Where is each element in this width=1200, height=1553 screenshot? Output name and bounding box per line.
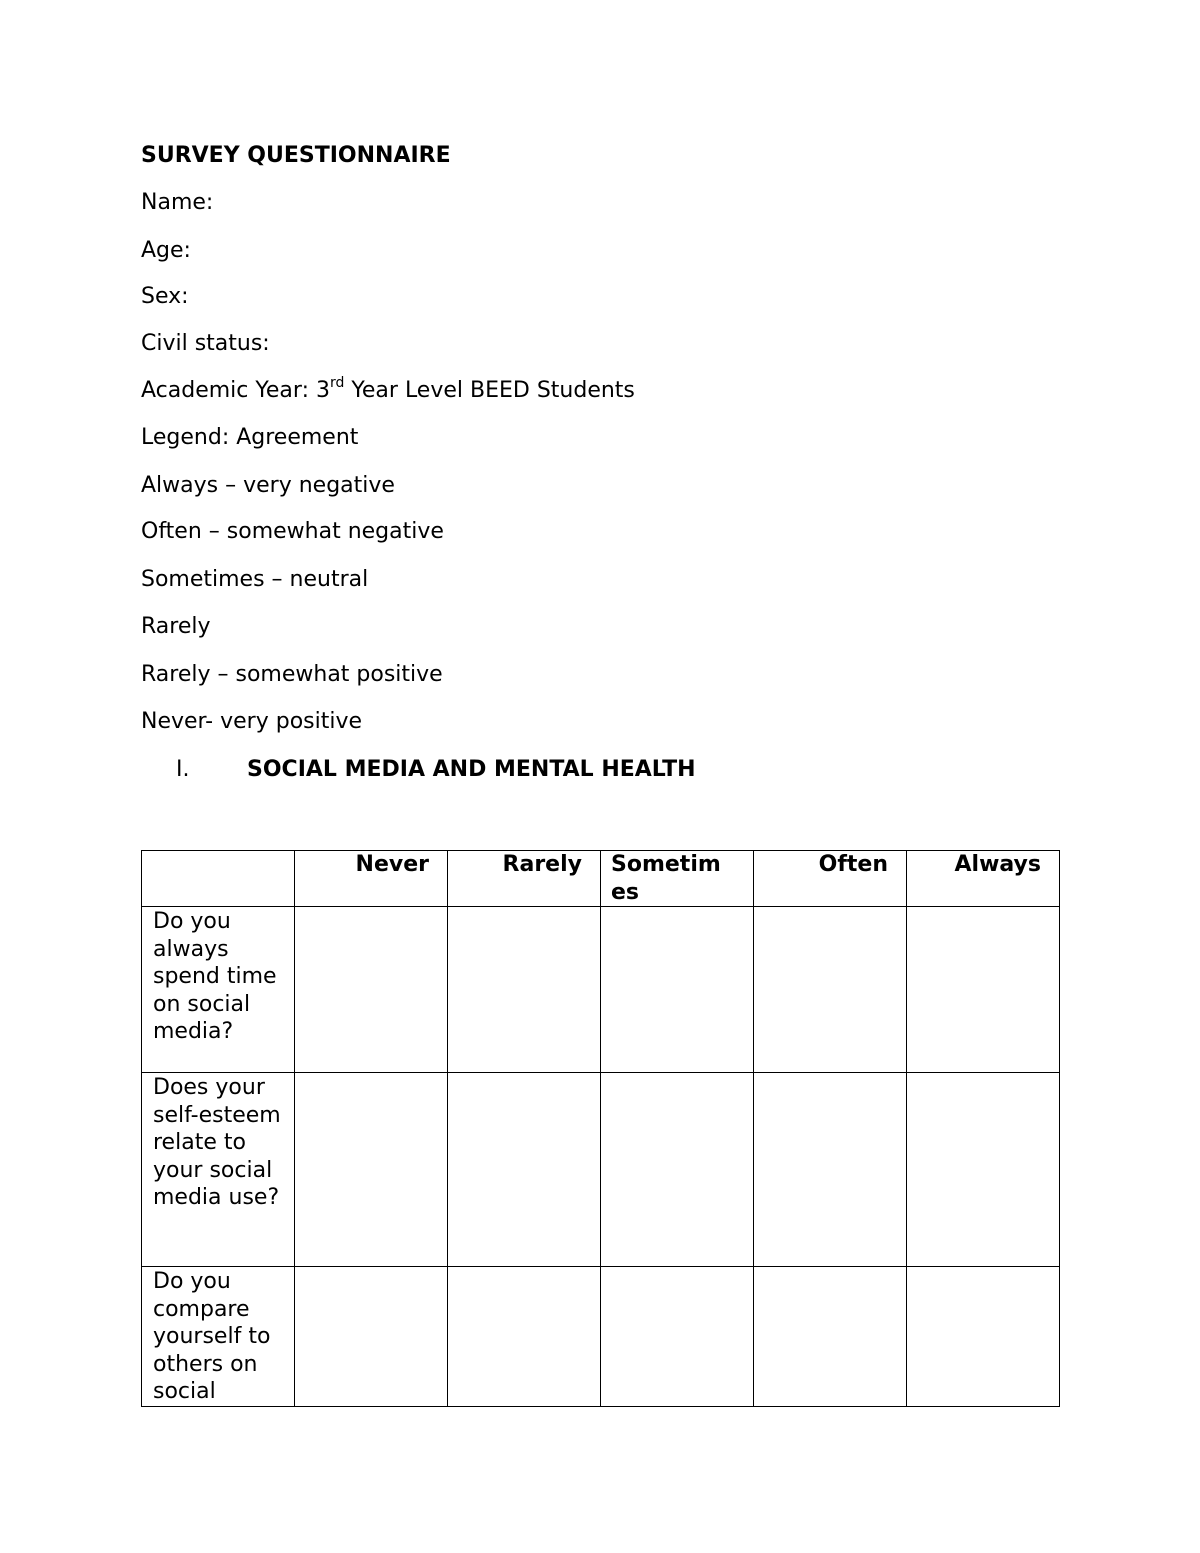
legend-heading: Legend: Agreement [141, 425, 359, 450]
answer-cell-often[interactable] [754, 1267, 907, 1407]
academic-year-prefix: Academic Year: 3 [141, 378, 330, 403]
legend-item: Often – somewhat negative [141, 519, 444, 544]
table-row [142, 907, 1060, 1073]
answer-cell-often[interactable] [754, 1073, 907, 1267]
legend-item: Always – very negative [141, 473, 395, 498]
table-header-never: Never [295, 851, 448, 907]
answer-cell-never[interactable] [295, 1073, 448, 1267]
answer-cell-rarely[interactable] [448, 907, 601, 1073]
answer-cell-sometimes[interactable] [601, 1073, 754, 1267]
document-title: SURVEY QUESTIONNAIRE [141, 143, 451, 168]
answer-cell-always[interactable] [907, 907, 1060, 1073]
academic-year-line [141, 374, 635, 405]
section-title: SOCIAL MEDIA AND MENTAL HEALTH [247, 757, 696, 782]
answer-cell-never[interactable] [295, 1267, 448, 1407]
sex-field-label: Sex: [141, 284, 189, 309]
question-cell: Do you compare yourself to others on social [142, 1267, 295, 1407]
table-header-sometimes: Sometimes [601, 851, 754, 907]
table-row [142, 1073, 1060, 1267]
question-cell: Does your self-esteem relate to your social media use? [142, 1073, 295, 1267]
question-cell: Do you always spend time on social media? [142, 907, 295, 1073]
legend-item: Sometimes – neutral [141, 567, 369, 592]
table-header-blank [142, 851, 295, 907]
academic-year-suffix: Year Level BEED Students [344, 378, 635, 403]
table-header-always: Always [907, 851, 1060, 907]
legend-item: Rarely [141, 614, 211, 639]
answer-cell-sometimes[interactable] [601, 907, 754, 1073]
name-field-label: Name: [141, 190, 214, 215]
answer-cell-sometimes[interactable] [601, 1267, 754, 1407]
legend-item: Rarely – somewhat positive [141, 662, 443, 687]
answer-cell-always[interactable] [907, 1073, 1060, 1267]
answer-cell-rarely[interactable] [448, 1267, 601, 1407]
answer-cell-always[interactable] [907, 1267, 1060, 1407]
survey-table [141, 850, 1060, 1407]
academic-year-ordinal: rd [329, 374, 345, 391]
table-row [142, 1267, 1060, 1407]
civil-status-field-label: Civil status: [141, 331, 270, 356]
answer-cell-never[interactable] [295, 907, 448, 1073]
age-field-label: Age: [141, 238, 191, 263]
section-number: I. [176, 757, 190, 782]
table-header-row [142, 851, 1060, 907]
answer-cell-often[interactable] [754, 907, 907, 1073]
answer-cell-rarely[interactable] [448, 1073, 601, 1267]
table-header-rarely: Rarely [448, 851, 601, 907]
legend-item: Never- very positive [141, 709, 363, 734]
table-header-often: Often [754, 851, 907, 907]
